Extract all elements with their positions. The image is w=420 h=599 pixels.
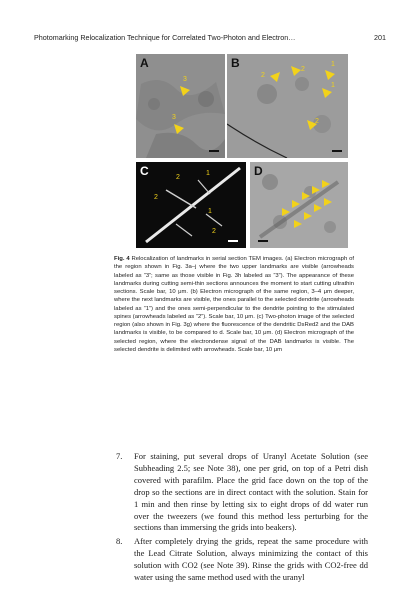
step-number: 8. (116, 536, 123, 547)
arrowheads-group (250, 162, 348, 248)
arrow-label: 2 (315, 118, 319, 125)
caption-lead: Fig. 4 (114, 256, 130, 262)
scale-bar (209, 150, 219, 152)
page-number: 201 (374, 33, 386, 42)
running-head (34, 33, 386, 45)
arrowhead-icon (174, 124, 184, 134)
fluorescence-image (136, 162, 246, 248)
step-list (116, 451, 368, 586)
panel-label-a: A (140, 56, 149, 70)
list-item (116, 451, 368, 534)
arrow-label: 2 (176, 174, 180, 181)
list-item (116, 536, 368, 584)
scale-bar (228, 240, 238, 242)
step-text: After completely drying the grids, repeat the same procedure with the Lead Citrate Solution, always minimizing the contact of this solution with CO2 (see Note 39). Rinse the grids with CO2-free dd water using the same method used with the uranyl (134, 536, 368, 583)
step-number: 7. (116, 451, 123, 461)
arrowhead-icon (325, 70, 335, 80)
arrowhead-icon (180, 86, 190, 96)
figure-panel-c (136, 162, 246, 248)
figure-caption (114, 255, 354, 354)
arrow-label: 1 (206, 170, 210, 177)
arrow-label: 3 (172, 114, 176, 121)
arrow-label: 2 (212, 228, 216, 235)
caption-body: Relocalization of landmarks in serial section TEM images. (a) Electron micrograph of the region shown in Fig. 3a–j where the two upper landmarks are visible (arrowheads labeled as “3”; same as those visible in Fig. 3h labeled as “3”). The appearance of these landmarks during cutting semi-thin sections announces the moment to start cutting ultrathin sections. Scale bar, 10 μm. (b) Electron micrograph of the same region, 3–4 μm deeper, where the next landmarks are visible, the ones parallel to the selected dendrite (arrowheads labeled as “1”) and the ones semi-perpendicular to the dendrite pointing to the stimulated spines (arrowheads labeled as “2”). Scale bar, 10 μm. (c) Two-photon image of the selected region (also shown in Fig. 3g) where the fluorescence of the dendritic DsRed2 and the DAB landmarks is visible, to be compared to d. Scale bar, 10 μm. (d) Electron micrograph of the selected region, where the electrondense signal of the DAB landmarks is visible. The selected dendrite is delimited with arrowheads. Scale bar, 10 μm (114, 256, 354, 353)
step-text: For staining, put several drops of Uranyl Acetate Solution (see Subheading 2.5; see Note 38), one per grid, on top of a Petri dish covered with parafilm. Place the grid face down on the top of the drop so the sections are in direct contact with the solution. Stain for 1 min and then rinse by letting six to eight drops of dd water run over the tweezers (we found this method less perturbing for the sections than immersing the grids into beakers). (134, 451, 368, 533)
arrowhead-icon (270, 72, 280, 82)
arrow-label: 3 (183, 76, 187, 83)
scale-bar (258, 240, 268, 242)
arrow-label: 1 (331, 61, 335, 68)
arrowhead-icon (307, 120, 317, 130)
panel-label-c: C (140, 164, 149, 178)
panel-label-b: B (231, 56, 240, 70)
arrow-label: 2 (154, 194, 158, 201)
figure-panel-b (227, 54, 348, 158)
em-texture-a (136, 54, 225, 158)
arrow-label: 2 (301, 66, 305, 73)
arrowhead-icon (322, 88, 332, 98)
panel-label-d: D (254, 164, 263, 178)
arrow-label: 1 (208, 208, 212, 215)
figure-panel-a (136, 54, 225, 158)
arrowhead-icon (291, 66, 301, 76)
scale-bar (332, 150, 342, 152)
arrow-label: 1 (331, 82, 335, 89)
running-title: Photomarking Relocalization Technique for Correlated Two-Photon and Electron… (34, 33, 296, 42)
arrow-label: 2 (261, 72, 265, 79)
figure-panel-d (250, 162, 348, 248)
